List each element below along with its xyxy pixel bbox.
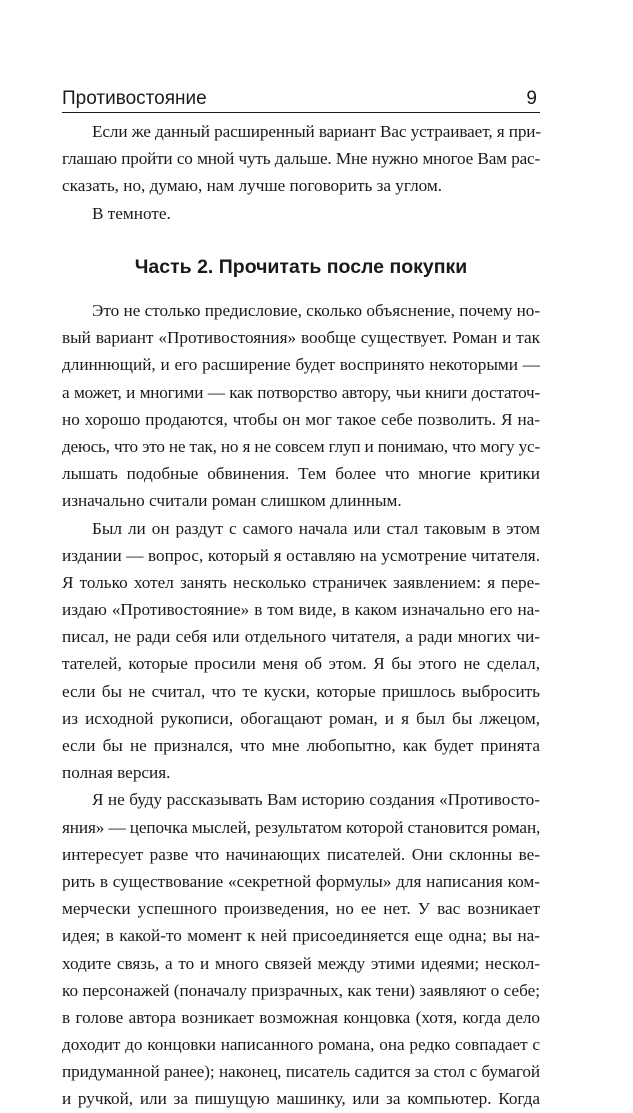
text-line: интересует разве что начинающих писателей. Они склонны ве- bbox=[62, 844, 540, 864]
text-line: Я не буду рассказывать Вам историю создания «Противосто- bbox=[92, 790, 540, 810]
text-line: и ручкой, или за пишущую машинку, или за компьютер. Когда bbox=[62, 1089, 540, 1109]
text-line: доходит до концовки написанного романа, она редко совпадает с bbox=[62, 1035, 540, 1055]
text-line: деюсь, что это не так, но я не совсем глуп и понимаю, что могу ус- bbox=[62, 436, 540, 456]
section-body bbox=[62, 297, 540, 1113]
text-line: а может, и многими — как потворство автору, чьи книги достаточ- bbox=[62, 382, 540, 402]
text-line: издании — вопрос, который я оставляю на усмотрение читателя. bbox=[62, 545, 540, 565]
text-line: длиннющий, и его расширение будет воспринято некоторыми — bbox=[62, 355, 540, 375]
text-line: сказать, но, думаю, нам лучше поговорить за углом. bbox=[62, 176, 443, 196]
text-line: писал, не ради себя или отдельного читателя, а ради многих чи- bbox=[62, 627, 540, 647]
text-line: придуманной ранее); наконец, писатель садится за стол с бумагой bbox=[62, 1062, 540, 1082]
text-line: ко персонажей (поначалу призрачных, как тени) заявляют о себе; bbox=[62, 980, 540, 1000]
text-line: Если же данный расширенный вариант Вас устраивает, я при- bbox=[92, 122, 542, 141]
running-head-title: Противостояние bbox=[62, 88, 207, 109]
text-line: рить в существование «секретной формулы» для написания ком- bbox=[62, 871, 540, 891]
text-line: Был ли он раздут с самого начала или стал таковым в этом bbox=[92, 518, 540, 538]
text-line: в голове автора возникает возможная концовка (хотя, когда дело bbox=[62, 1007, 540, 1027]
text-line: мерчески успешного произведения, но ее нет. У вас возникает bbox=[62, 899, 540, 919]
text-line: если бы не признался, что мне любопытно, как будет принята bbox=[62, 736, 540, 755]
text-line: вый вариант «Противостояния» вообще существует. Роман и так bbox=[62, 328, 540, 348]
text-line: полная версия. bbox=[62, 763, 171, 783]
page-number: 9 bbox=[526, 88, 537, 109]
text-line: но хорошо продаются, чтобы он мог такое себе позволить. Я на- bbox=[62, 409, 540, 429]
text-line: из исходной рукописи, обогащают роман, и я был бы лжецом, bbox=[62, 708, 540, 728]
section-heading: Часть 2. Прочитать после покупки bbox=[134, 256, 468, 278]
text-line: Я только хотел занять несколько страничек заявлением: я пере- bbox=[62, 572, 540, 592]
text-line: тателей, которые просили меня об этом. Я бы этого не сделал, bbox=[62, 654, 540, 674]
intro-paragraphs bbox=[62, 118, 540, 227]
text-line: издаю «Противостояние» в том виде, в каком изначально его на- bbox=[62, 600, 540, 620]
text-line: если бы не считал, что те куски, которые пришлось выбросить bbox=[62, 681, 540, 701]
text-line: глашаю пройти со мной чуть дальше. Мне нужно многое Вам рас- bbox=[62, 149, 540, 169]
text-line: яния» — цепочка мыслей, результатом которой становится роман, bbox=[62, 817, 541, 837]
text-line: идея; в какой-то момент к ней присоединяется еще одна; вы на- bbox=[62, 926, 540, 946]
text-line: В темноте. bbox=[92, 203, 171, 223]
text-line: лышать подобные обвинения. Тем более что многие критики bbox=[62, 464, 540, 484]
running-head bbox=[62, 86, 540, 113]
text-line: изначально считали роман слишком длинным. bbox=[62, 491, 402, 511]
text-line: Это не столько предисловие, сколько объяснение, почему но- bbox=[92, 301, 541, 320]
text-line: ходите связь, а то и много связей между этими идеями; нескол- bbox=[62, 953, 540, 973]
